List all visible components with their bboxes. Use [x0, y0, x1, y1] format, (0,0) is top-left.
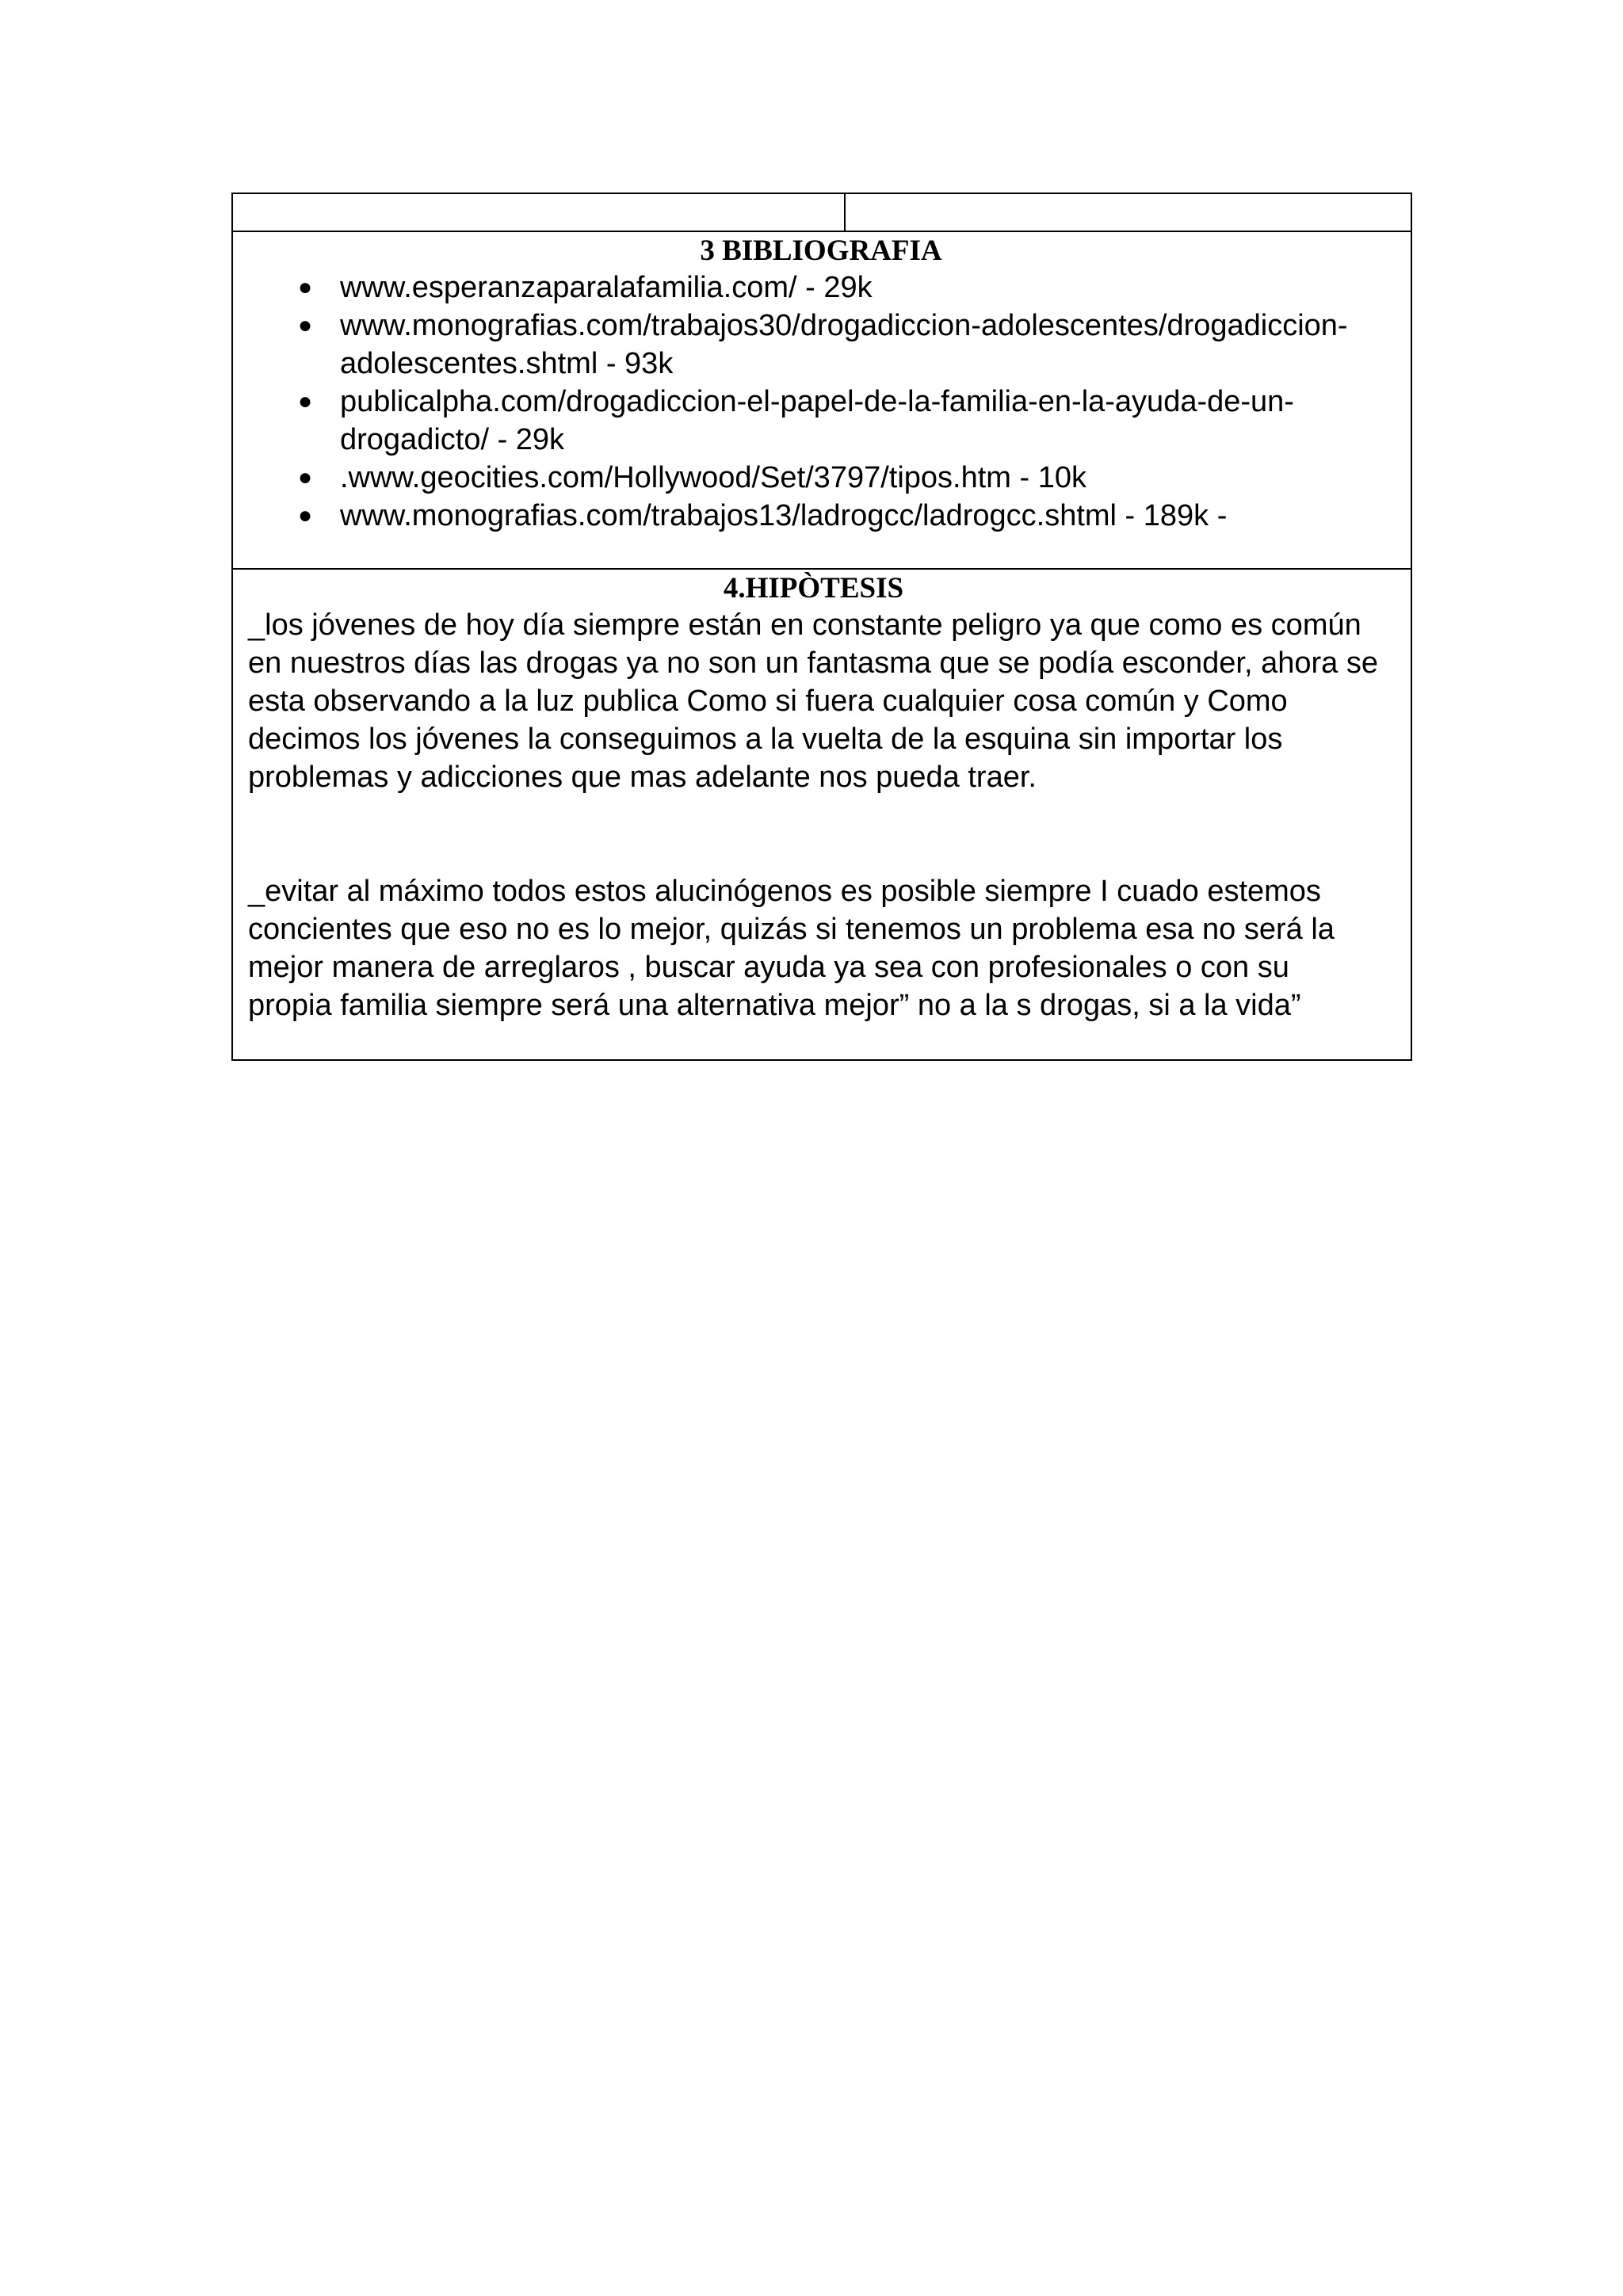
- bibliography-list: [247, 269, 1395, 535]
- bibliography-item: [247, 307, 1395, 383]
- bibliography-item-text: publicalpha.com/drogadiccion-el-papel-de-la-familia-en-la-ayuda-de-un-drogadicto/ - 29k: [340, 385, 1294, 456]
- content-table: [231, 193, 1412, 1061]
- bullet-icon: ●: [298, 464, 313, 490]
- bibliography-heading: 3 BIBLIOGRAFIA: [700, 235, 942, 267]
- bibliography-item-text: www.esperanzaparalafamilia.com/ - 29k: [340, 271, 873, 304]
- bibliography-item: [247, 497, 1395, 535]
- empty-cell-left: [232, 193, 845, 231]
- hypothesis-paragraph: _evitar al máximo todos estos alucinógenos es posible siempre I cuado estemos concientes que eso no es lo mejor, quizás si tenemos un problema esa no será la mejor manera de arreglaros , buscar ayuda ya sea con profesionales o con su propia familia siempre será una alternativa mejor” no a la s drogas, si a la vida”: [248, 875, 1335, 1022]
- bibliography-item: [247, 383, 1395, 459]
- empty-cell-right: [845, 193, 1411, 231]
- hypothesis-cell: [232, 569, 1411, 1060]
- bullet-icon: ●: [298, 312, 313, 338]
- bullet-icon: ●: [298, 502, 313, 528]
- bibliography-item: [247, 459, 1395, 497]
- bibliography-item-text: .www.geocities.com/Hollywood/Set/3797/tipos.htm - 10k: [340, 461, 1086, 494]
- bullet-icon: ●: [298, 388, 313, 414]
- hypothesis-paragraph: _los jóvenes de hoy día siempre están en constante peligro ya que como es común en nuestros días las drogas ya no son un fantasma que se podía esconder, ahora se esta observando a la luz publica Como si fuera cualquier cosa común y Como decimos los jóvenes la conseguimos a la vuelta de la esquina sin importar los problemas y adicciones que mas adelante nos pueda traer.: [248, 608, 1378, 794]
- bibliography-row: [232, 231, 1411, 569]
- bibliography-item-text: www.monografias.com/trabajos30/drogadiccion-adolescentes/drogadiccion-adolescentes.shtml - 93k: [340, 309, 1348, 380]
- empty-header-row: [232, 193, 1411, 231]
- hypothesis-heading: 4.HIPÒTESIS: [723, 572, 904, 605]
- hypothesis-row: [232, 569, 1411, 1060]
- bullet-icon: ●: [298, 274, 313, 300]
- bibliography-cell: [232, 231, 1411, 569]
- paragraph-spacer: [248, 796, 1379, 872]
- bibliography-item-text: www.monografias.com/trabajos13/ladrogcc/ladrogcc.shtml - 189k -: [340, 499, 1228, 532]
- bibliography-item: [247, 269, 1395, 307]
